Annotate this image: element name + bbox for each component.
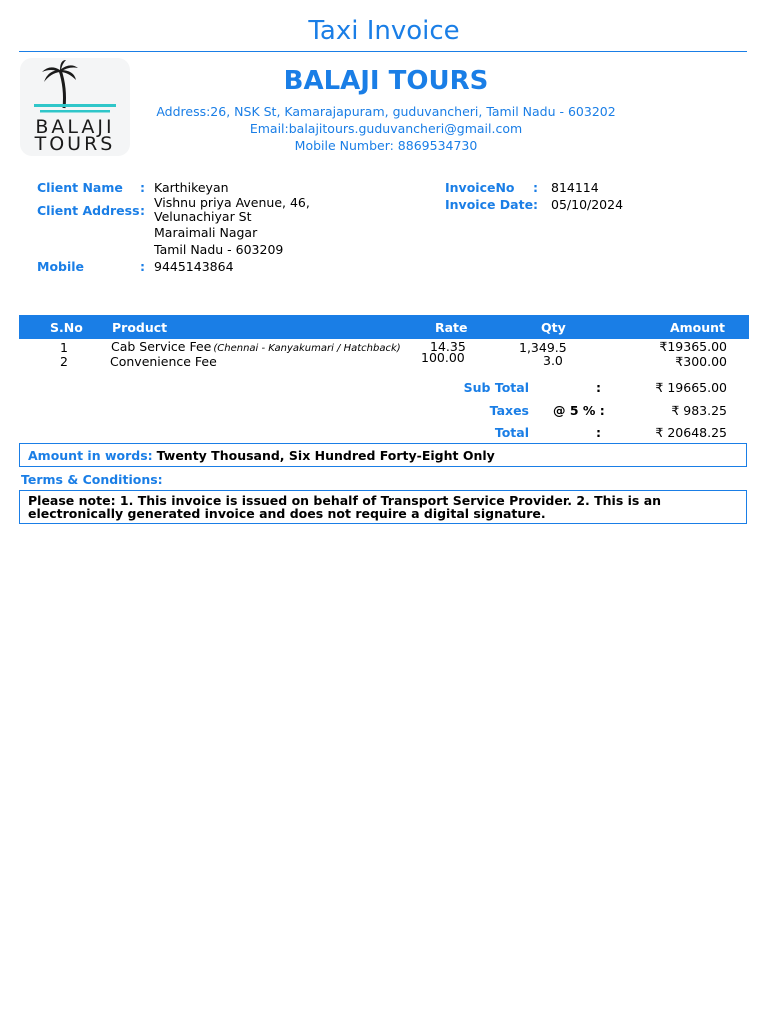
header-sno: S.No <box>50 320 83 335</box>
invoice-no-colon: : <box>533 180 538 195</box>
header-product: Product <box>112 320 168 335</box>
subtotal-label: Sub Total <box>463 380 529 395</box>
title-divider <box>19 51 747 52</box>
company-mobile: Mobile Number: 8869534730 <box>294 138 478 153</box>
row-product-note: (Chennai - Kanyakumari / Hatchback) <box>213 343 401 354</box>
logo-text-balaji: BALAJI <box>35 116 115 138</box>
header-rate: Rate <box>435 320 468 335</box>
row-sno: 1 <box>60 340 68 355</box>
client-mobile-label: Mobile <box>37 259 85 274</box>
header-amount: Amount <box>669 320 725 335</box>
subtotal-colon: : <box>596 380 601 395</box>
page-title: Taxi Invoice <box>308 16 460 46</box>
company-name: BALAJI TOURS <box>283 66 489 96</box>
client-name-colon: : <box>140 180 145 195</box>
header-qty: Qty <box>541 320 566 335</box>
client-name-value: Karthikeyan <box>154 180 229 195</box>
subtotal-value: ₹ 19665.00 <box>655 380 727 395</box>
client-name-label: Client Name <box>37 180 123 195</box>
row-rate: 14.35 <box>430 339 466 354</box>
invoice-no-value: 814114 <box>551 180 599 195</box>
client-address-colon: : <box>140 203 145 218</box>
taxes-value: ₹ 983.25 <box>671 403 727 418</box>
client-address-line-2: Maraimali Nagar <box>154 225 258 240</box>
client-address-label: Client Address <box>37 203 140 218</box>
client-mobile-value: 9445143864 <box>154 259 234 274</box>
invoice-date-value: 05/10/2024 <box>551 197 624 212</box>
taxes-rate: @ 5 % : <box>553 403 605 418</box>
company-email: Email:balajitours.guduvancheri@gmail.com <box>249 121 523 136</box>
client-mobile-colon: : <box>140 259 145 274</box>
client-address-line-1: Vishnu priya Avenue, 46, Velunachiyar St <box>154 195 310 224</box>
amount-in-words-box <box>19 443 747 467</box>
row-qty: 1,349.5 <box>519 340 567 355</box>
invoice-no-label: InvoiceNo <box>445 180 515 195</box>
total-colon: : <box>596 425 601 440</box>
total-value: ₹ 20648.25 <box>655 425 727 440</box>
invoice-date-label: Invoice Date <box>445 197 534 212</box>
items-table-header <box>19 315 749 339</box>
amount-in-words-value: Twenty Thousand, Six Hundred Forty-Eight Only <box>156 448 495 463</box>
taxes-label: Taxes <box>489 403 529 418</box>
client-address-value <box>154 196 389 257</box>
row-sno: 2 <box>60 354 68 369</box>
company-address: Address:26, NSK St, Kamarajapuram, guduvancheri, Tamil Nadu - 603202 <box>156 104 616 119</box>
terms-text: Please note: 1. This invoice is issued on behalf of Transport Service Provider. 2. This is an electronically generated invoice and does not require a digital signature. <box>28 493 662 521</box>
row-amount: ₹300.00 <box>675 354 727 369</box>
amount-in-words-label: Amount in words: <box>28 448 153 463</box>
logo-text-tours: TOURS <box>34 133 116 155</box>
terms-box <box>19 490 747 524</box>
total-label: Total <box>494 425 529 440</box>
client-address-line-3: Tamil Nadu - 603209 <box>154 242 284 257</box>
row-product-name: Cab Service Fee <box>111 339 212 354</box>
row-product: Convenience Fee <box>110 354 217 369</box>
terms-title: Terms & Conditions: <box>21 472 163 487</box>
row-qty: 3.0 <box>543 353 563 368</box>
row-rate: 100.00 <box>421 350 465 365</box>
row-amount: ₹19365.00 <box>659 339 727 354</box>
invoice-date-colon: : <box>533 197 538 212</box>
row-product <box>111 339 401 354</box>
